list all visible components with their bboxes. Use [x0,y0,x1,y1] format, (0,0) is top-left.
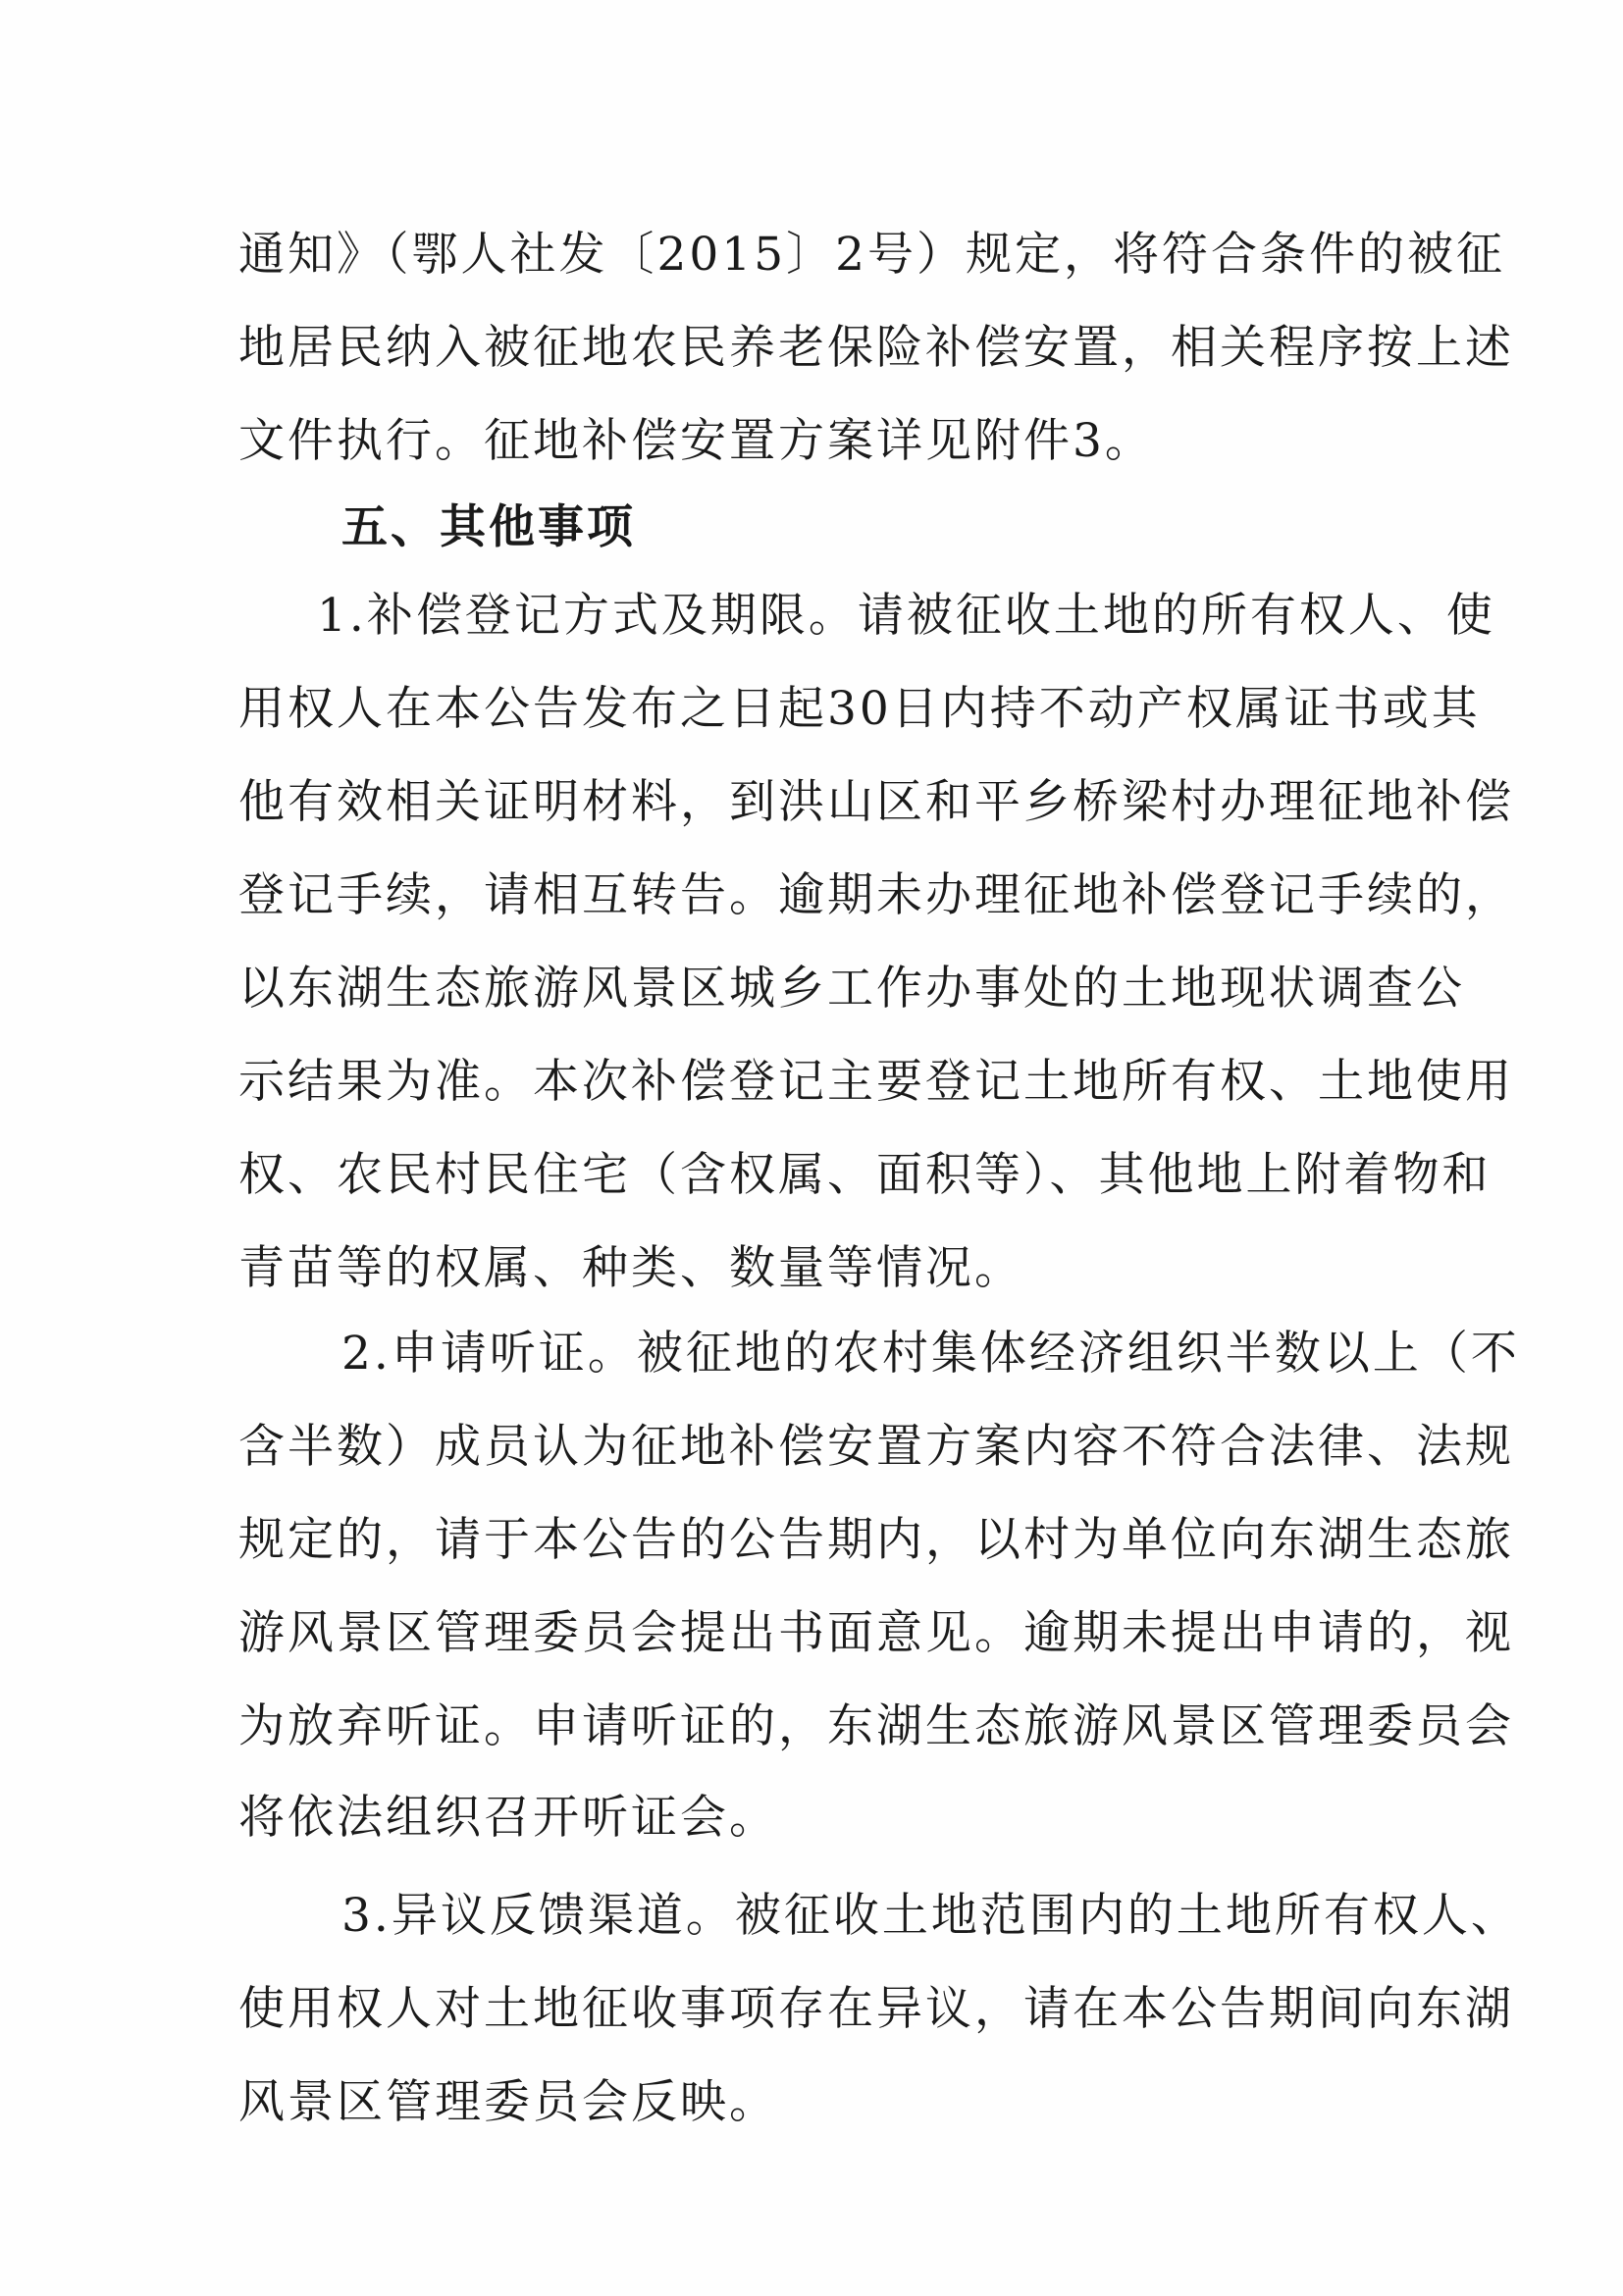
section-heading: 五、其他事项 [341,500,636,554]
text-line: 将依法组织召开听证会。 [238,1791,778,1845]
text-line: 登记手续，请相互转告。逾期未办理征地补偿登记手续的， [238,868,1514,922]
text-line: 他有效相关证明材料，到洪山区和平乡桥梁村办理征地补偿 [238,775,1514,829]
text-line: 2.申请听证。被征地的农村集体经济组织半数以上（不 [341,1327,1520,1381]
text-line: 示结果为准。本次补偿登记主要登记土地所有权、土地使用 [238,1055,1514,1109]
text-line: 通知》（鄂人社发〔2015〕2号）规定，将符合条件的被征 [238,228,1506,282]
text-line: 规定的，请于本公告的公告期内，以村为单位向东湖生态旅 [238,1513,1514,1567]
text-line: 游风景区管理委员会提出书面意见。逾期未提出申请的，视 [238,1606,1514,1660]
text-line: 以东湖生态旅游风景区城乡工作办事处的土地现状调查公 [238,962,1465,1016]
text-line: 为放弃听证。申请听证的，东湖生态旅游风景区管理委员会 [238,1699,1514,1753]
text-line: 3.异议反馈渠道。被征收土地范围内的土地所有权人、 [341,1889,1520,1943]
text-line: 1.补偿登记方式及期限。请被征收土地的所有权人、使 [317,589,1495,643]
text-line: 文件执行。征地补偿安置方案详见附件3。 [238,414,1154,468]
text-line: 使用权人对土地征收事项存在异议，请在本公告期间向东湖 [238,1982,1514,2036]
text-line: 青苗等的权属、种类、数量等情况。 [238,1241,1023,1295]
text-line: 风景区管理委员会反映。 [238,2075,778,2129]
text-line: 含半数）成员认为征地补偿安置方案内容不符合法律、法规 [238,1420,1514,1474]
text-line: 用权人在本公告发布之日起30日内持不动产权属证书或其 [238,682,1481,736]
text-line: 权、农民村民住宅（含权属、面积等）、其他地上附着物和 [238,1148,1492,1202]
text-line: 地居民纳入被征地农民养老保险补偿安置，相关程序按上述 [238,321,1514,375]
